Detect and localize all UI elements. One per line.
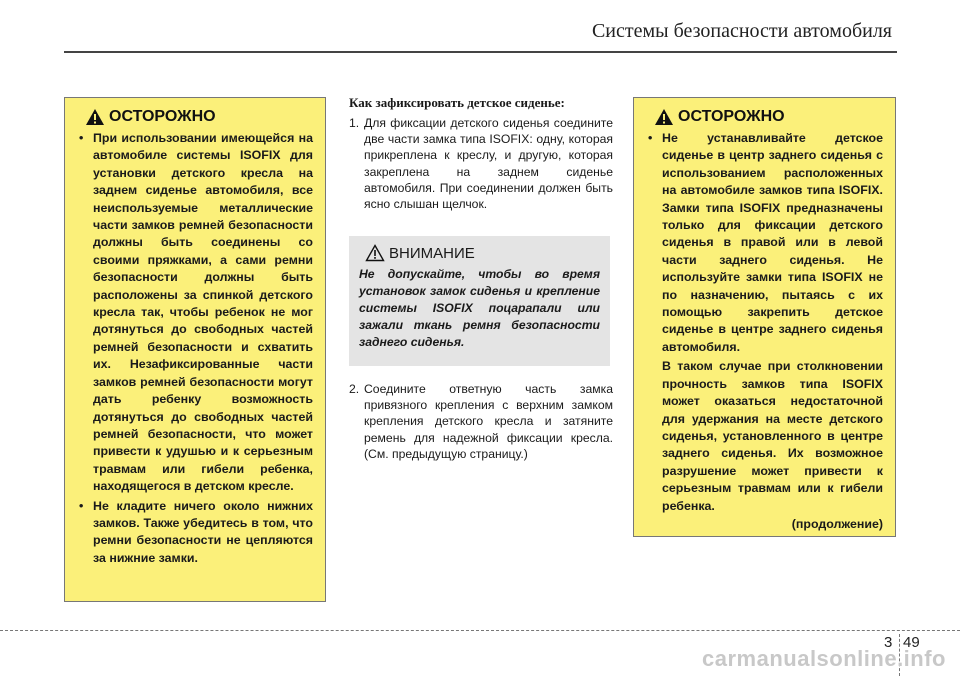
- caution-body: Не допускайте, чтобы во время установок замок сиденья и крепление системы ISOFIX поцарапали или зажали ткань ремня безопасности заднего сиденья.: [359, 267, 600, 349]
- warning-triangle-icon: [85, 108, 105, 126]
- warning-paragraph: В таком случае при столкновении прочность замков типа ISOFIX может оказаться недостаточной для удержания на месте детского сиденья, установленного в центре заднего сиденья. Их возможное разрушение может привести к серьезным травмам или к гибели ребенка.: [662, 359, 883, 513]
- warning-list-right: [646, 130, 883, 356]
- step-text: Соедините ответную часть замка привязного крепления с верхним замком крепления детского кресла и затяните ремень для надежной фиксации кресла. (См. предыдущую страницу.): [364, 382, 613, 461]
- continued-label: (продолжение): [791, 516, 883, 531]
- step-text: Для фиксации детского сиденья соедините две части замка типа ISOFIX: одну, которая прикреплена к креслу, и другую, которая закреплена на заднем сиденье автомобиля. При соединении должен быть ясно слышан щелчок.: [364, 116, 613, 212]
- step-2: [349, 381, 613, 462]
- warning-heading-right: [654, 108, 883, 126]
- chapter-number: 3: [884, 634, 893, 651]
- instructions-column: [349, 95, 613, 212]
- step-number: 1.: [349, 116, 360, 130]
- section-heading: Как зафиксировать детское сиденье:: [349, 95, 565, 110]
- warning-heading-left: [85, 108, 313, 126]
- page-number-value: 49: [903, 634, 920, 651]
- step-1: [349, 115, 613, 212]
- caution-box: [349, 236, 610, 366]
- step-number: 2.: [349, 382, 360, 396]
- warning-box-left: [64, 97, 326, 602]
- warning-heading-text: ОСТОРОЖНО: [678, 108, 785, 125]
- warning-item: • При использовании имеющейся на автомобиле системы ISOFIX для установки детского кресла на заднем сиденье автомобиля, все неиспользуемые металлические части замков ремней безопасности должны быть соединены со своими пряжками, а сами ремни безопасности должны быть расположены за спинкой детского кресла так, чтобы ребенок не мог дотянуться до свободных частей ремней безопасности и схватить их. Незафиксированные части замков ремней безопасности могут дать ребенку возможность дотянуться до свободных частей ремней безопасности, что может привести к удушью и к серьезным травмам или гибели ребенка, находящегося в детском кресле.: [77, 130, 313, 496]
- warning-box-right: [633, 97, 896, 537]
- page-header-title: Системы безопасности автомобиля: [591, 20, 892, 42]
- caution-heading: [365, 244, 600, 262]
- warning-list-left: [77, 130, 313, 567]
- header-rule: [64, 51, 897, 53]
- warning-heading-text: ОСТОРОЖНО: [109, 108, 216, 125]
- warning-item: • Не устанавливайте детское сиденье в центр заднего сиденья с использованием расположенных на автомобиле замков типа ISOFIX. Замки типа ISOFIX предназначены только для фиксации детского сиденья в правой или в левой части заднего сиденья. Не используйте замки типа ISOFIX не по назначению, пытаясь с их помощью закрепить детское сиденье в центре заднего сиденья автомобиля.: [646, 130, 883, 356]
- footer-rule: [0, 630, 960, 631]
- caution-triangle-icon: [365, 244, 385, 262]
- caution-heading-text: ВНИМАНИЕ: [389, 244, 475, 262]
- warning-item: • Не кладите ничего около нижних замков. Также убедитесь в том, что ремни безопасности не цепляются за нижние замки.: [77, 498, 313, 568]
- warning-triangle-icon: [654, 108, 674, 126]
- watermark: carmanualsonline.info: [702, 646, 946, 671]
